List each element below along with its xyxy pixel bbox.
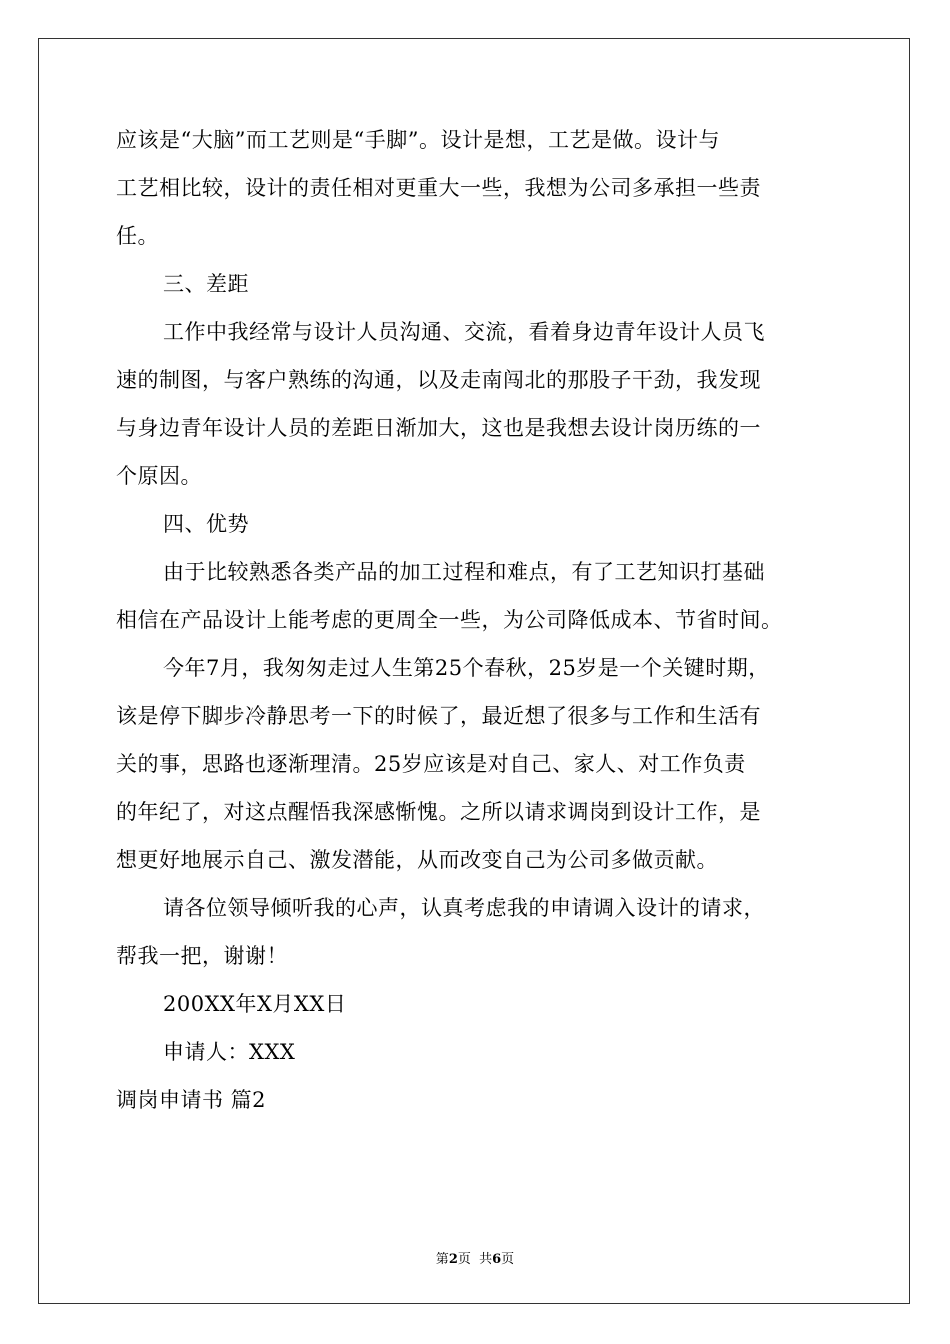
text-line: 应该是“大脑”而工艺则是“手脚”。设计是想，工艺是做。设计与 (116, 128, 720, 152)
text-line: 的年纪了，对这点醒悟我深感惭愧。之所以请求调岗到设计工作，是 (116, 800, 761, 824)
text-line: 今年7月，我匆匆走过人生第25个春秋，25岁是一个关键时期， (163, 656, 770, 680)
section-heading-gap: 三、差距 (163, 272, 249, 296)
document-body (116, 128, 836, 1136)
footer-mid: 页 共 (457, 1252, 493, 1267)
text-line: 帮我一把，谢谢！ (116, 944, 288, 968)
text-line: 想更好地展示自己、激发潜能，从而改变自己为公司多做贡献。 (116, 848, 718, 872)
text-line: 个原因。 (116, 464, 202, 488)
text-line: 相信在产品设计上能考虑的更周全一些，为公司降低成本、节省时间。 (116, 608, 783, 632)
signature-date: 200XX年X月XX日 (163, 992, 347, 1016)
text-line: 该是停下脚步冷静思考一下的时候了，最近想了很多与工作和生活有 (116, 704, 761, 728)
text-line: 任。 (116, 224, 159, 248)
footer-prefix: 第 (435, 1252, 449, 1267)
page-footer (0, 1248, 950, 1267)
footer-suffix: 页 (501, 1252, 515, 1267)
text-line: 请各位领导倾听我的心声，认真考虑我的申请调入设计的请求， (163, 896, 765, 920)
footer-total-pages: 6 (492, 1252, 502, 1267)
next-section-title: 调岗申请书 篇2 (116, 1088, 267, 1112)
text-line: 关的事，思路也逐渐理清。25岁应该是对自己、家人、对工作负责 (116, 752, 746, 776)
text-line: 速的制图，与客户熟练的沟通，以及走南闯北的那股子干劲，我发现 (116, 368, 761, 392)
text-line: 由于比较熟悉各类产品的加工过程和难点，有了工艺知识打基础 (163, 560, 765, 584)
text-line: 工作中我经常与设计人员沟通、交流，看着身边青年设计人员飞 (163, 320, 765, 344)
text-line: 与身边青年设计人员的差距日渐加大，这也是我想去设计岗历练的一 (116, 416, 761, 440)
text-line: 工艺相比较，设计的责任相对更重大一些，我想为公司多承担一些责 (116, 176, 761, 200)
signature-applicant: 申请人：XXX (163, 1040, 296, 1064)
footer-page-number: 2 (448, 1252, 458, 1267)
section-heading-advantage: 四、优势 (163, 512, 249, 536)
